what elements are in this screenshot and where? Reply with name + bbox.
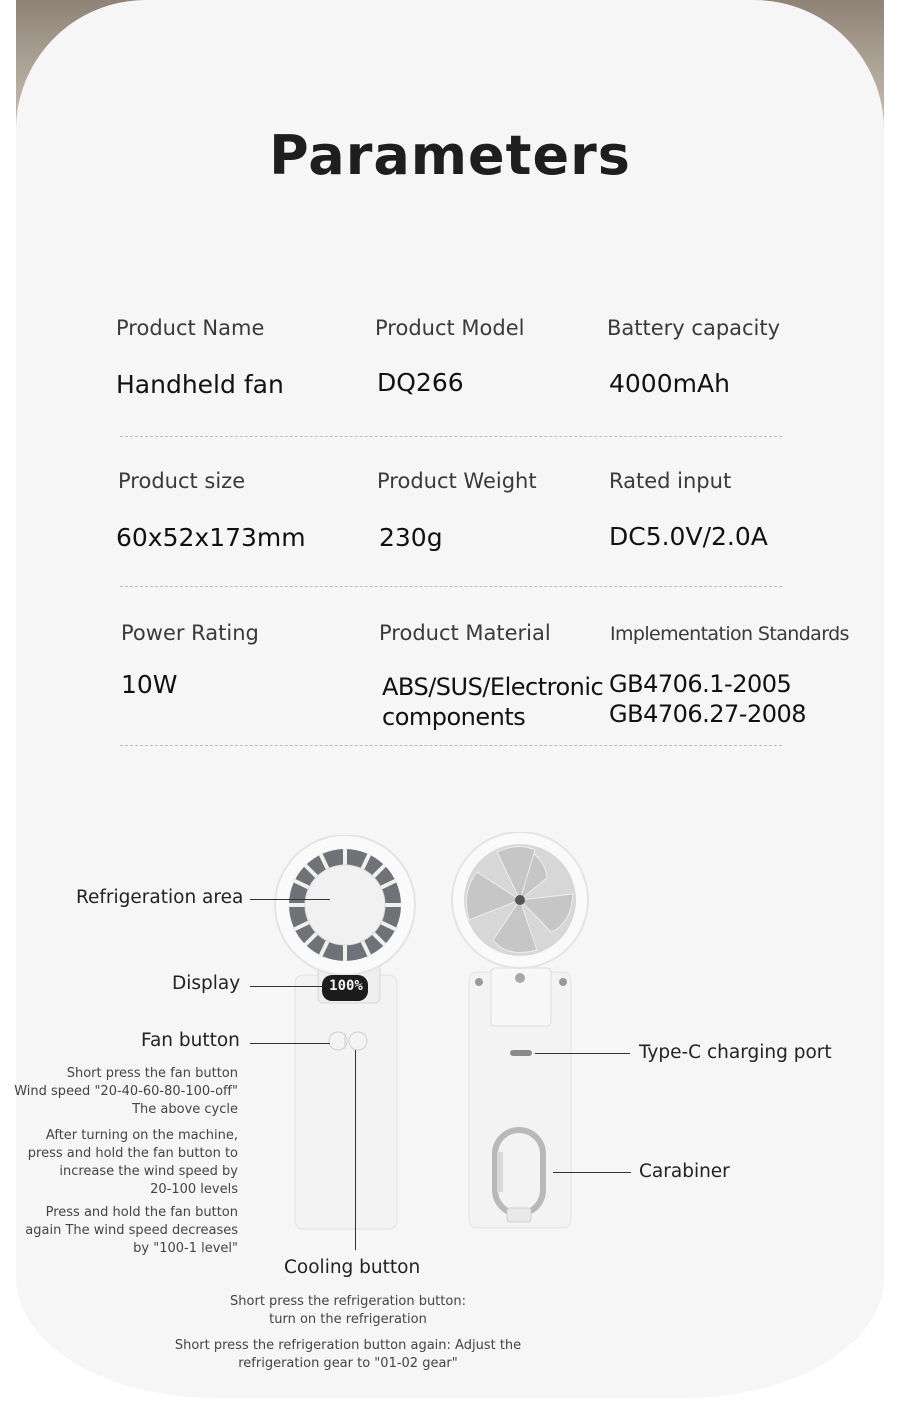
leader-line	[355, 1050, 356, 1250]
divider	[120, 436, 782, 437]
callout-carabiner: Carabiner	[639, 1161, 730, 1182]
callout-display: Display	[172, 973, 241, 994]
spec-value-product-weight: 230g	[379, 523, 443, 552]
spec-label-battery-capacity: Battery capacity	[607, 316, 781, 340]
spec-value-standard-2: GB4706.27-2008	[609, 700, 807, 728]
spec-label-implementation-standards: Implementation Standards	[610, 623, 849, 645]
callout-type-c-port: Type-C charging port	[639, 1042, 832, 1063]
spec-value-rated-input: DC5.0V/2.0A	[609, 522, 768, 551]
spec-label-product-name: Product Name	[116, 316, 265, 340]
divider	[120, 745, 782, 746]
leader-line	[250, 986, 322, 987]
note-fan-hold-again: Press and hold the fan button again The wind speed decreases by "100-1 level"	[25, 1205, 238, 1256]
spec-value-product-model: DQ266	[377, 368, 464, 397]
fan-front-illustration	[270, 835, 430, 1235]
spec-label-product-material: Product Material	[379, 621, 551, 645]
divider	[120, 586, 782, 587]
spec-label-power-rating: Power Rating	[121, 621, 259, 645]
leader-line	[535, 1053, 630, 1054]
page-title: Parameters	[269, 124, 631, 187]
leader-line	[250, 899, 330, 900]
spec-label-product-size: Product size	[118, 469, 246, 493]
spec-value-product-size: 60x52x173mm	[116, 523, 306, 552]
note-fan-hold: After turning on the machine, press and hold the fan button to increase the wind speed by 20-100 levels	[27, 1128, 238, 1197]
display-reading: 100%	[329, 978, 363, 994]
spec-value-power-rating: 10W	[121, 670, 178, 699]
spec-label-product-model: Product Model	[375, 316, 525, 340]
spec-value-standard-1: GB4706.1-2005	[609, 670, 792, 698]
spec-value-product-material: ABS/SUS/Electronic components	[382, 673, 604, 731]
leader-line	[250, 1043, 330, 1044]
leader-line	[553, 1172, 631, 1173]
note-cooling-short-press: Short press the refrigeration button: turn on the refrigeration	[230, 1294, 466, 1327]
note-fan-short-press: Short press the fan button Wind speed "20-40-60-80-100-off" The above cycle	[14, 1066, 238, 1117]
spec-value-product-name: Handheld fan	[116, 370, 284, 399]
callout-refrigeration-area: Refrigeration area	[76, 887, 244, 908]
note-cooling-again: Short press the refrigeration button again: Adjust the refrigeration gear to "01-02 gear"	[174, 1338, 522, 1371]
spec-value-battery-capacity: 4000mAh	[609, 369, 730, 398]
spec-label-product-weight: Product Weight	[377, 469, 537, 493]
callout-cooling-button: Cooling button	[284, 1257, 421, 1278]
spec-label-rated-input: Rated input	[609, 469, 732, 493]
callout-fan-button: Fan button	[141, 1030, 240, 1051]
